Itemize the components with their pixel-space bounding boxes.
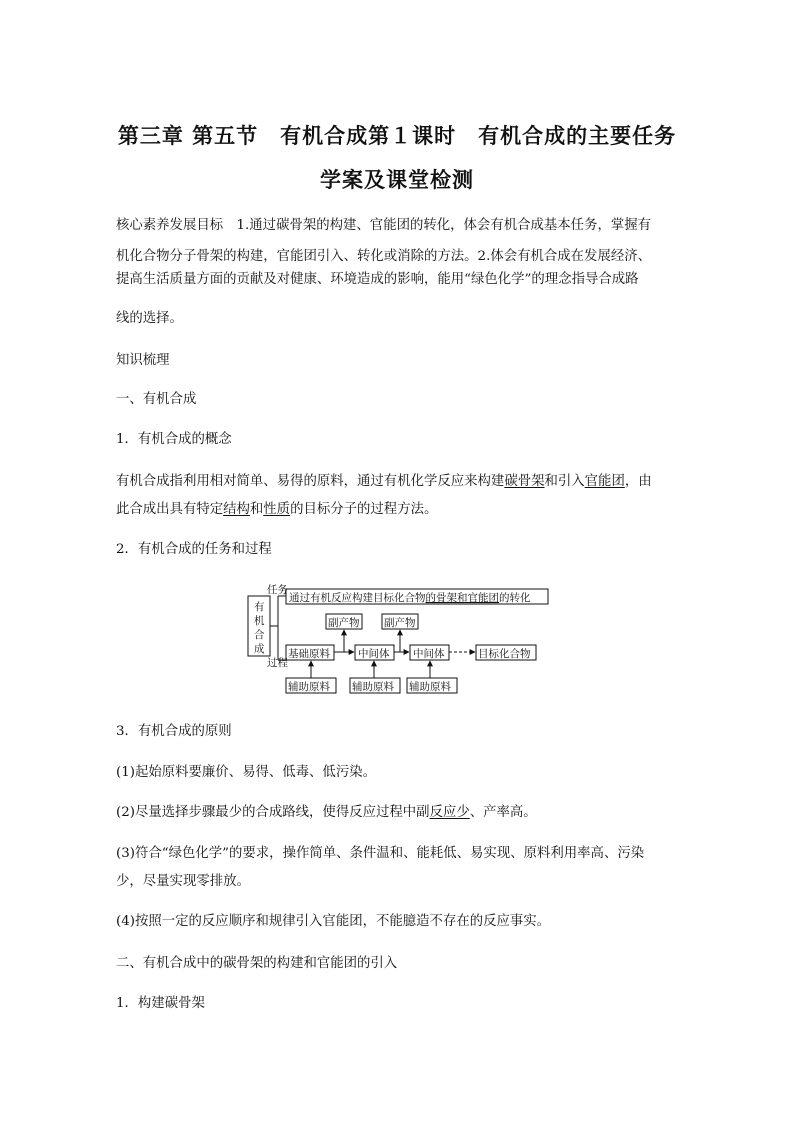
principle-2: (2)尽量选择步骤最少的合成路线，使得反应过程中副反应少、产率高。 [116, 805, 537, 820]
answer-carbon-skeleton: 碳骨架 [504, 474, 545, 489]
auxiliary-2-label: 辅助原料 [352, 681, 394, 693]
goals-line-1: 核心素养发展目标 1.通过碳骨架的构建、官能团的转化，体会有机合成基本任务，掌握有 [116, 218, 652, 233]
principle-3-line-1: (3)符合“绿色化学”的要求，操作简单、条件温和、能耗低、易实现、原料利用率高、污染 [116, 846, 645, 861]
heading-section-2: 二、有机合成中的碳骨架的构建和官能团的引入 [116, 956, 398, 971]
heading-2-1: 1．构建碳骨架 [116, 996, 205, 1011]
answer-fewer-side-reactions: 反应少 [429, 805, 470, 820]
intermediate-1-label: 中间体 [358, 648, 390, 660]
page-title: 第三章 第五节 有机合成第１课时 有机合成的主要任务 [117, 124, 677, 148]
task-text: 通过有机反应构建目标化合物的骨架和官能团的转化 [289, 592, 531, 604]
goals-line-3: 提高生活质量方面的贡献及对健康、环境造成的影响，能用“绿色化学”的理念指导合成路 [116, 272, 639, 287]
goals-line-4: 线的选择。 [116, 311, 183, 326]
auxiliary-1-label: 辅助原料 [288, 681, 330, 693]
main-char-3: 合 [254, 629, 265, 641]
heading-1-3: 3．有机合成的原则 [116, 724, 232, 739]
synthesis-process-diagram [246, 580, 556, 700]
concept-line-2: 此合成出具有特定结构和性质的目标分子的过程方法。 [116, 502, 438, 517]
answer-structure: 结构 [223, 502, 250, 517]
main-char-2: 机 [254, 615, 265, 627]
heading-1-2: 2．有机合成的任务和过程 [116, 542, 272, 557]
goals-line-2: 机化合物分子骨架的构建，官能团引入、转化或消除的方法。2.体会有机合成在发展经济、 [116, 249, 652, 264]
page-subtitle: 学案及课堂检测 [320, 168, 474, 192]
principle-3-line-2: 少，尽量实现零排放。 [116, 874, 250, 889]
principle-1: (1)起始原料要廉价、易得、低毒、低污染。 [116, 765, 376, 780]
task-label: 任务 [267, 584, 288, 596]
heading-section-1: 一、有机合成 [116, 392, 197, 407]
byproduct-1-label: 副产物 [328, 617, 360, 629]
process-label: 过程 [267, 657, 288, 669]
answer-property: 性质 [263, 502, 291, 517]
heading-1-1: 1．有机合成的概念 [116, 432, 232, 447]
heading-knowledge: 知识梳理 [116, 353, 170, 368]
goals-label: 核心素养发展目标 [116, 218, 224, 233]
auxiliary-3-label: 辅助原料 [409, 681, 451, 693]
byproduct-2-label: 副产物 [384, 617, 416, 629]
intermediate-2-label: 中间体 [413, 648, 445, 660]
main-char-4: 成 [254, 643, 265, 655]
concept-line-1: 有机合成指利用相对简单、易得的原料，通过有机化学反应来构建碳骨架和引入官能团，由 [116, 474, 652, 489]
answer-functional-group: 官能团 [584, 474, 625, 489]
main-char-1: 有 [254, 601, 265, 613]
raw-material-label: 基础原料 [288, 648, 330, 660]
target-compound-label: 目标化合物 [478, 648, 531, 660]
principle-4: (4)按照一定的反应顺序和规律引入官能团，不能臆造不存在的反应事实。 [116, 914, 551, 929]
